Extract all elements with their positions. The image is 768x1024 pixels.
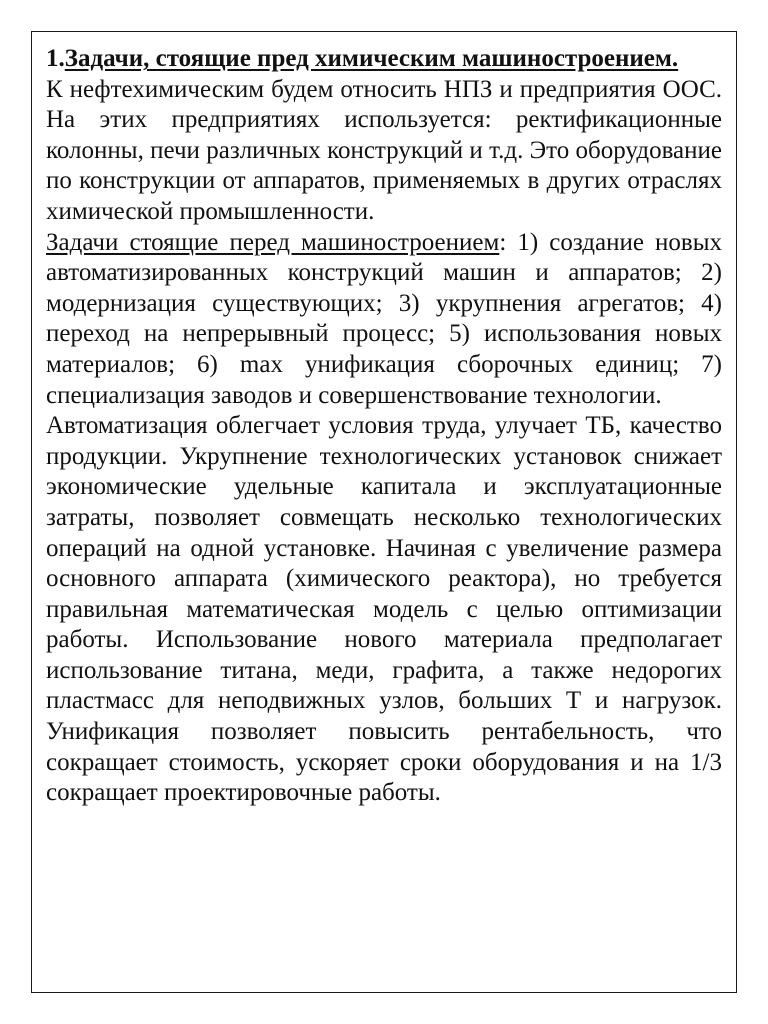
heading-title: Задачи, стоящие пред химическим машиностроением. [64,45,679,72]
heading-number: 1. [46,45,65,72]
tasks-list: : 1) создание новых автоматизированных конструкций машин и аппаратов; 2) модернизация существующих; 3) укрупнения агрегатов; 4) переход на непрерывный процесс; 5) использования новых материалов; 6) max унификация сборочных единиц; 7) специализация заводов и совершенствование технологии. [46,228,722,409]
paragraph-tasks [46,228,722,412]
tasks-lead: Задачи стоящие перед машиностроением [46,228,500,256]
document-body [46,44,722,809]
paragraph-automation: Автоматизация облегчает условия труда, улучает ТБ, качество продукции. Укрупнение технологических установок снижает экономические удельные капитала и эксплуатационные затраты, позволяет совмещать несколько технологических операций на одной установке. Начиная с увеличение размера основного аппарата (химического реактора), но требуется правильная математическая модель с целью оптимизации работы. Использование нового материала предполагает использование титана, меди, графита, а также недорогих пластмасс для неподвижных узлов, больших Т и нагрузок. Унификация позволяет повысить рентабельность, что сокращает стоимость, ускоряет сроки оборудования и на 1/3 сокращает проектировочные работы. [46,412,722,807]
paragraph-intro: К нефтехимическим будем относить НПЗ и предприятия ООС. На этих предприятиях используется: ректификационные колонны, печи различных конструкций и т.д. Это оборудование по конструкции от аппаратов, применяемых в других отраслях химической промышленности. [46,75,722,225]
section-heading [46,44,722,75]
